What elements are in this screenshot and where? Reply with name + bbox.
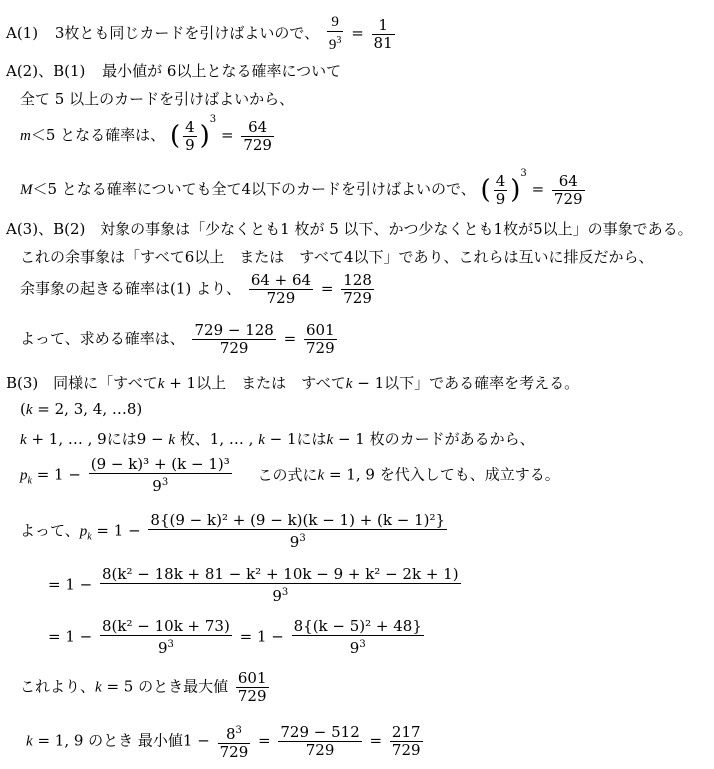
a1-text: 3枚とも同じカードを引けばよいので、 xyxy=(54,24,320,42)
a2-M-row: M＜5 となる確率についても全て4以下のカードを引けばよいので、 ( $\frac{4}{9}$ )$^3$ = $\frac{64}{729}$ xyxy=(20,168,583,208)
b3-step2: = 1 − $\frac{\text{8(k² − 18k + 81 − k² + 10k − 9 + k² − 2k + 1)}}{9^3}$ xyxy=(48,565,459,605)
b3-min-row: k = 1, 9 のとき 最小値1 − $\frac{8^3}{729}$ = $\frac{729 - 512}{729}$ = $\frac{217}{729}$ xyxy=(26,723,421,761)
a3-line1: これの余事象は「すべて6以上 または すべて4以下」であり、これらは互いに排反だから、 xyxy=(20,248,654,266)
a1-fraction xyxy=(327,14,344,54)
b3-pk-formula: $p_k = 1$ − $\frac{\text{(9 − k)³ + (k − 1)³}}{9^3}$ この式にk = 1, 9 を代入しても、成立する。 xyxy=(20,455,560,495)
b3-step3: = 1 − $\frac{\text{8(k² − 10k + 73)}}{9^3}$ = 1 − $\frac{\text{8\{(k − 5)² + 48\}}}{9^3}$ xyxy=(48,617,422,657)
b3-max-row: これより、k = 5 のとき最大値 $\frac{601}{729}$ xyxy=(20,669,267,705)
b3-step1: よって、$p_k = 1$ − $\frac{\text{8\{(9 − k)² + (9 − k)(k − 1) + (k − 1)²\}}}{9^3}$ xyxy=(20,511,446,551)
a1-label: A(1) xyxy=(6,24,39,42)
b3-label: B(3) xyxy=(6,374,39,392)
a3-heading: A(3)、B(2) 対象の事象は「少なくとも1 枚が 5 以下、かつ少なくとも1枚が5以上」の事象である。 xyxy=(6,220,693,238)
a3-complement-row: 余事象の起きる確率は(1) より、 $\frac{64 + 64}{729}$ = $\frac{128}{729}$ xyxy=(20,271,372,307)
b3-range: (k = 2, 3, 4, …8) xyxy=(20,400,143,418)
a1-row: A(1) 3枚とも同じカードを引けばよいので、 $\frac{9}{9^3}$ = $\frac{1}{81}$ xyxy=(6,14,393,53)
a2-label: A(2)、B(1) xyxy=(6,62,86,80)
a2-heading-text: 最小値が 6以上となる確率について xyxy=(102,62,342,80)
a2-m-row: m＜5 となる確率は、 ( $\frac{4}{9}$ )$^3$ = $\frac{64}{729}$ xyxy=(20,114,272,154)
a2-heading xyxy=(6,60,341,81)
a3-answer-row: よって、求める確率は、 $\frac{729 - 128}{729}$ = $\frac{601}{729}$ xyxy=(20,321,335,357)
a2-line1: 全て 5 以上のカードを引けばよいから、 xyxy=(20,90,295,108)
a1-num: 9 xyxy=(327,14,344,32)
a3-label: A(3)、B(2) xyxy=(6,220,86,238)
a1-result: $\frac{1}{81}$ xyxy=(373,15,393,52)
b3-cards: k + 1, … , 9には9 − k 枚、1, … , k − 1にはk − 1 枚のカードがあるから、 xyxy=(20,430,535,448)
b3-heading: B(3) 同様に「すべてk + 1以上 または すべてk − 1以下」である確率を考える。 xyxy=(6,374,580,392)
a1-den: $9^3$ xyxy=(328,35,342,53)
